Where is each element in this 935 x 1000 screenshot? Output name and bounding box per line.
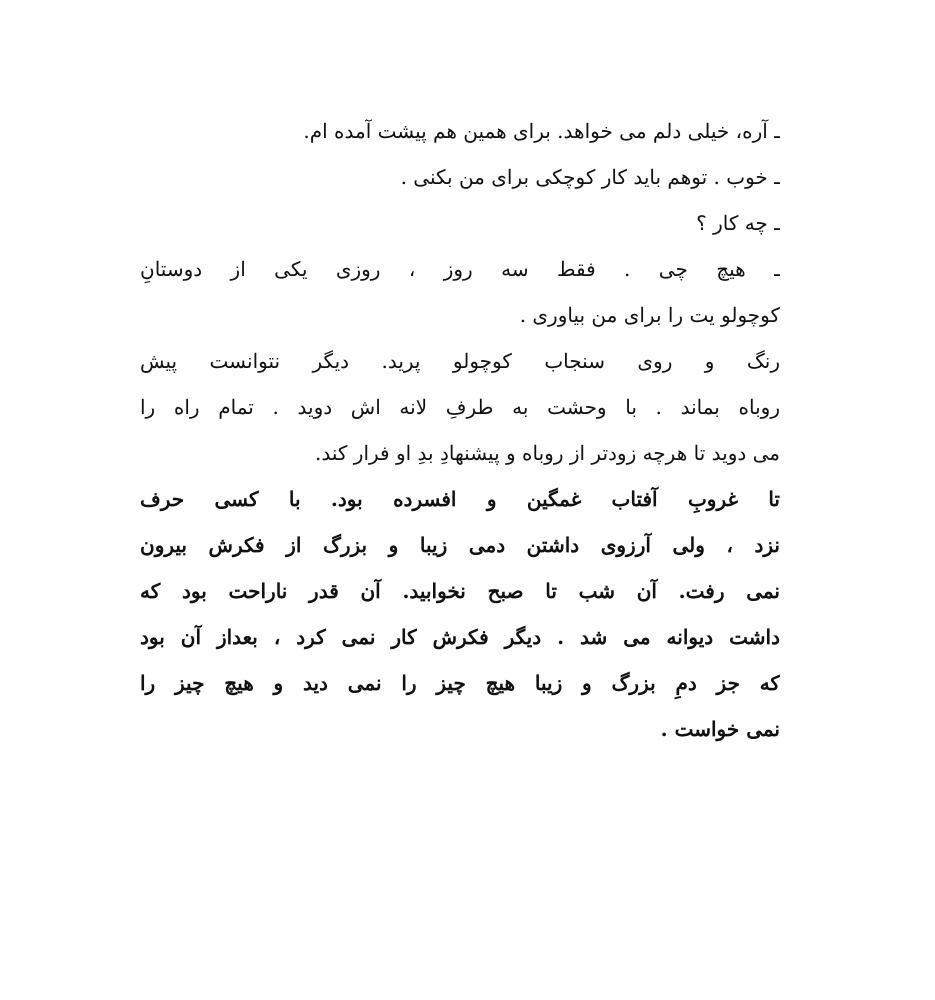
dialogue-line: کوچولو یت را برای من بیاوری . <box>519 303 780 327</box>
dialogue-line: ـ چه کار ؟ <box>696 211 780 235</box>
dialogue-line: ـ خوب . توهم باید کار کوچکی برای من بکنی . <box>400 165 780 189</box>
story-text <box>140 108 780 752</box>
dialogue-line: ـ هیچ چی . فقط سه روز ، روزی یکی از دوستانِ <box>140 257 780 281</box>
dialogue-line: ـ آره، خیلی دلم می خواهد. برای همین هم پیشت آمده ام. <box>303 119 780 143</box>
paragraph-line: که جز دمِ بزرگ و زیبا هیچ چیز را نمی دید و هیچ چیز را <box>140 671 780 695</box>
paragraph-line: تا غروبِ آفتاب غمگین و افسرده بود. با کسی حرف <box>140 487 780 511</box>
paragraph-line: روباه بماند . با وحشت به طرفِ لانه اش دوید . تمام راه را <box>140 395 780 419</box>
paragraph-line: نمی خواست . <box>660 717 780 741</box>
paragraph-line: داشت دیوانه می شد . دیگر فکرش کار نمی کرد ، بعداز آن بود <box>140 625 780 649</box>
paragraph-line: نزد ، ولی آرزوی داشتن دمی زیبا و بزرگ از فکرش بیرون <box>140 533 780 557</box>
paragraph-line: می دوید تا هرچه زودتر از روباه و پیشنهادِ بدِ او فرار کند. <box>315 441 780 465</box>
paragraph-line: رنگ و روی سنجاب کوچولو پرید. دیگر نتوانست پیش <box>140 349 780 373</box>
paragraph-line: نمی رفت. آن شب تا صبح نخوابید. آن قدر ناراحت بود که <box>140 579 780 603</box>
